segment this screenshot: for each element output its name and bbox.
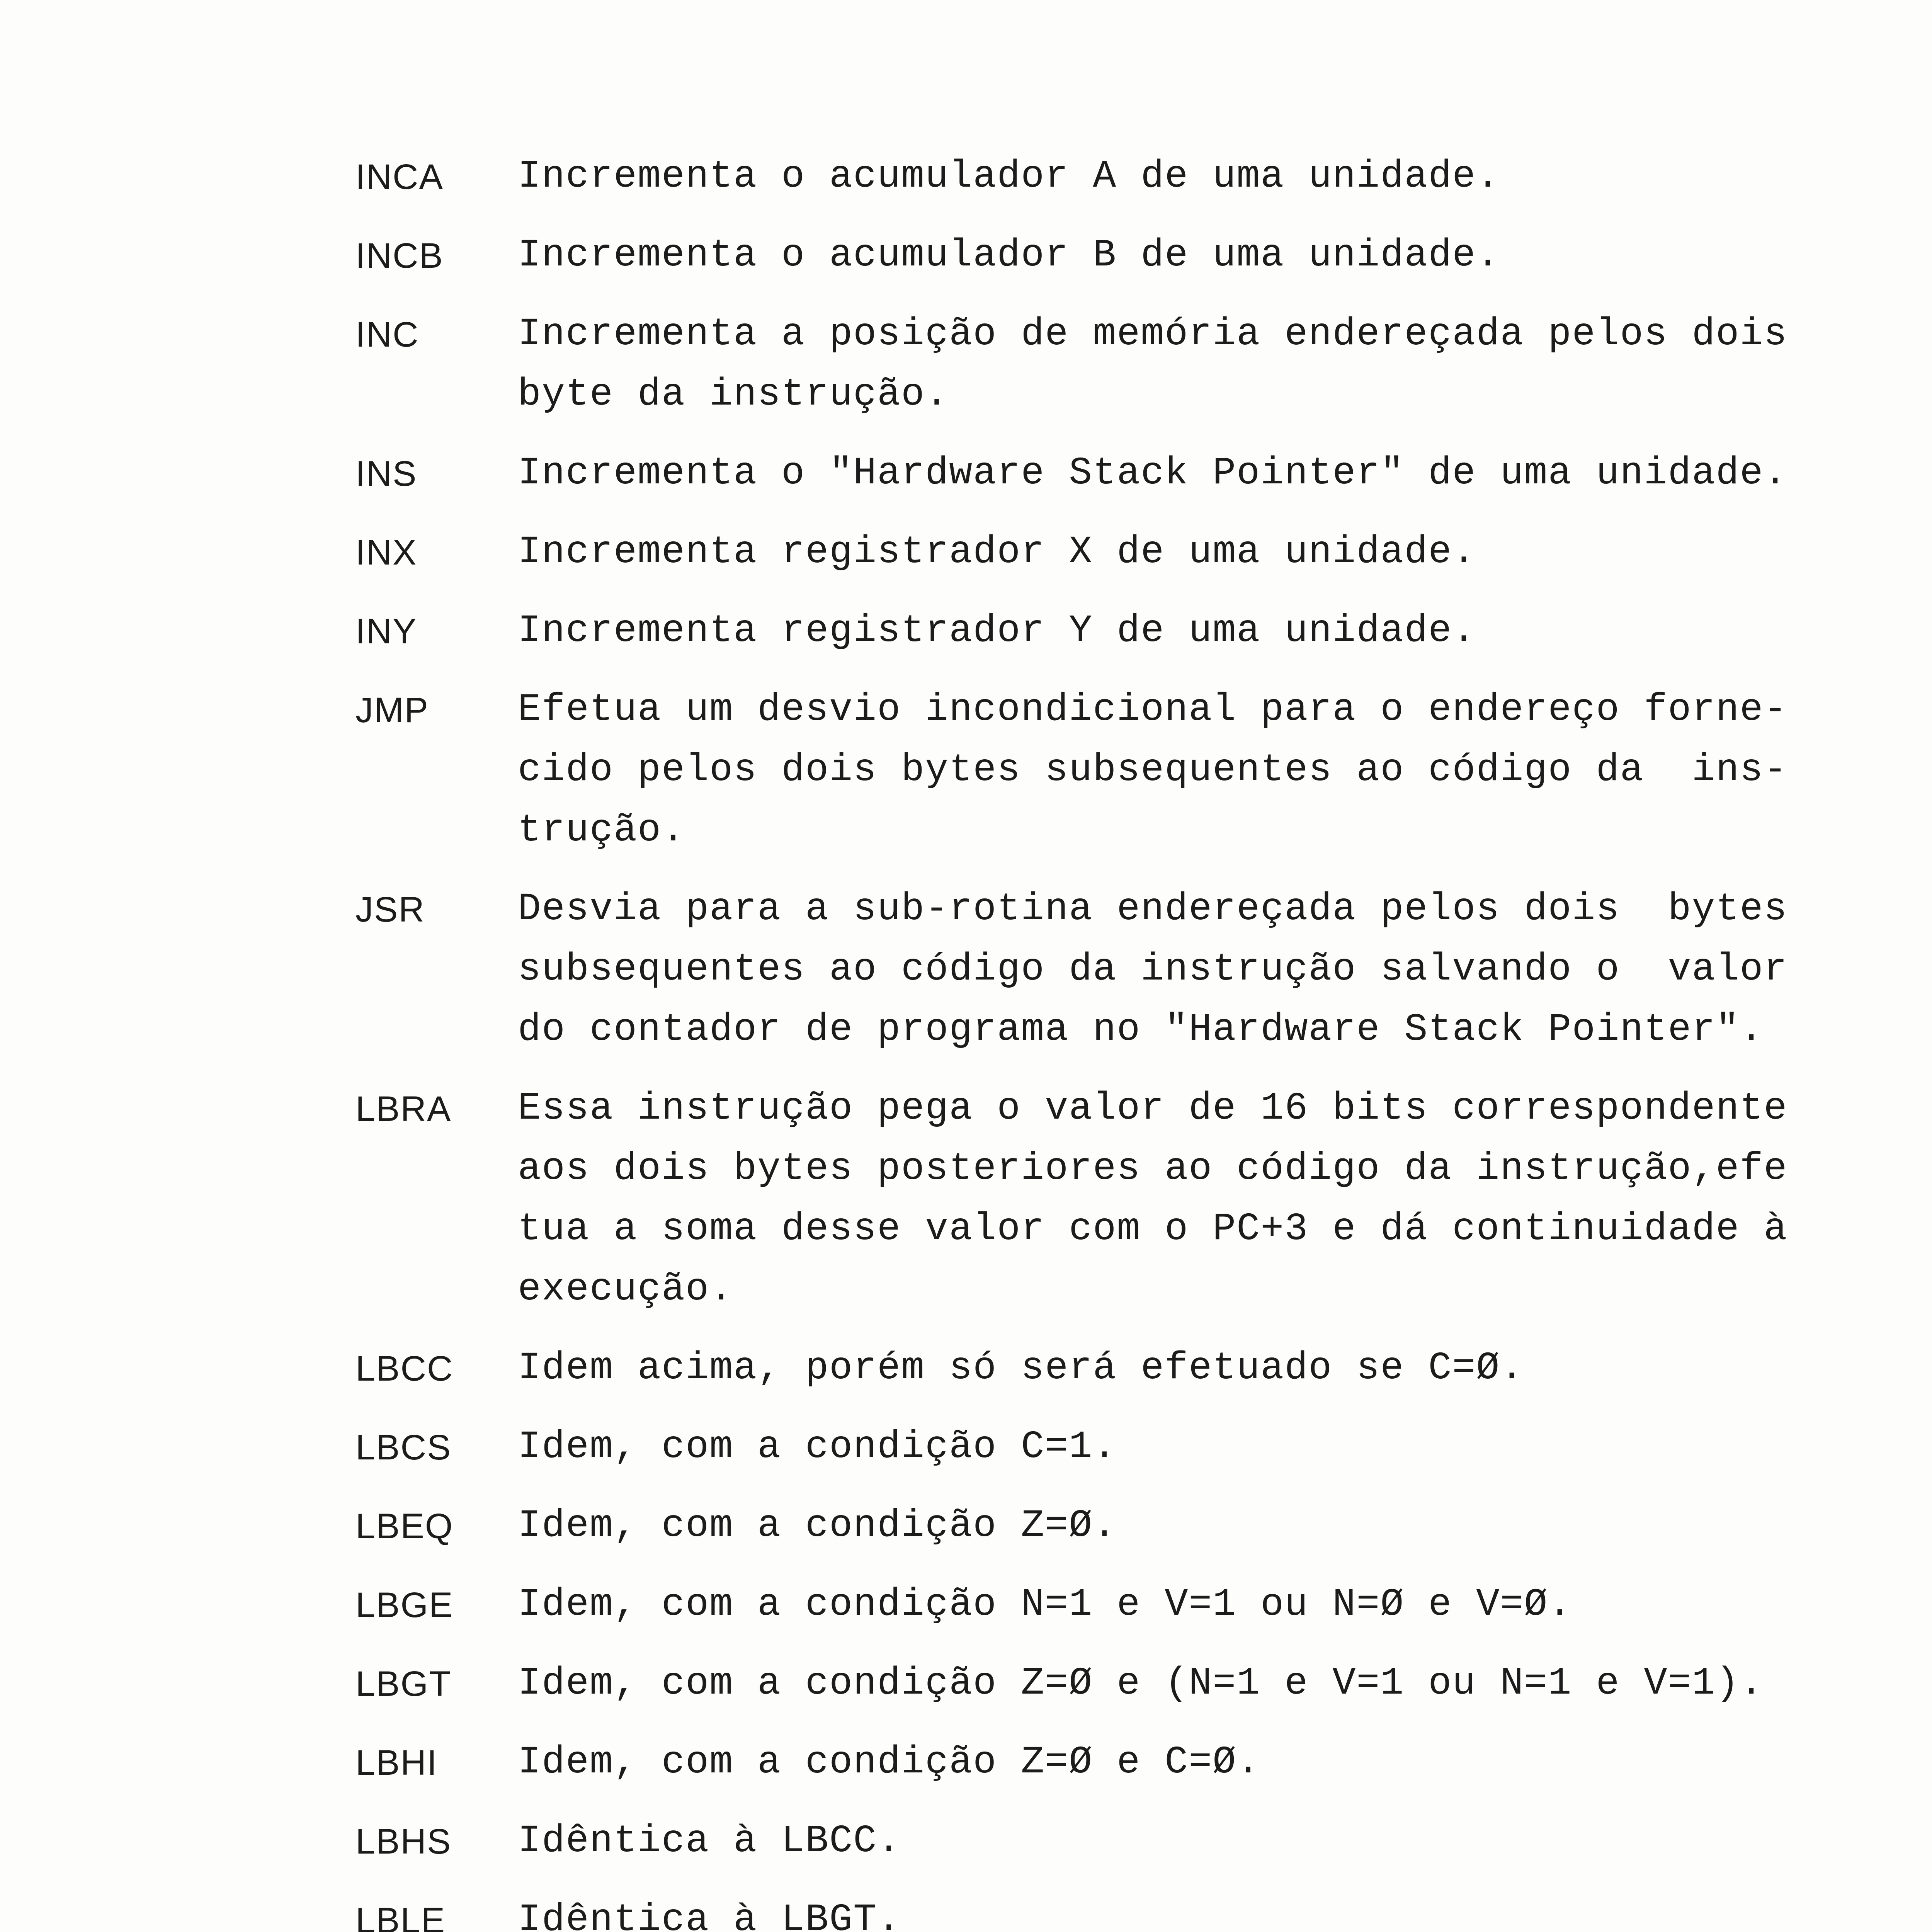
description-line: Incrementa o "Hardware Stack Pointer" de uma unidade. xyxy=(518,452,1788,495)
instruction-description xyxy=(518,1496,1808,1556)
description-line: subsequentes ao código da instrução salvando o valor xyxy=(518,948,1788,992)
description-line: byte da instrução. xyxy=(518,373,949,417)
description-line: Idem, com a condição Z=Ø e C=Ø. xyxy=(518,1741,1261,1784)
description-line: Idêntica à LBCC. xyxy=(518,1820,901,1863)
description-line: cido pelos dois bytes subsequentes ao código da ins- xyxy=(518,748,1788,792)
instruction-description xyxy=(518,1575,1808,1635)
instruction-description xyxy=(518,1890,1808,1932)
instruction-entry xyxy=(0,1417,1932,1478)
instruction-mnemonic: LBLE xyxy=(355,1901,446,1932)
description-line: Efetua um desvio incondicional para o endereço forne- xyxy=(518,688,1788,732)
instruction-entry xyxy=(0,1496,1932,1556)
instruction-entry xyxy=(0,601,1932,662)
instruction-mnemonic: JSR xyxy=(355,890,425,929)
description-line: Incrementa a posição de memória endereçada pelos dois xyxy=(518,313,1788,356)
instruction-description xyxy=(518,304,1808,425)
instruction-entry xyxy=(0,226,1932,286)
instruction-description xyxy=(518,879,1808,1060)
instruction-mnemonic: INS xyxy=(355,454,417,493)
instruction-mnemonic: LBHI xyxy=(355,1743,438,1782)
instruction-mnemonic: INCA xyxy=(355,157,444,197)
description-line: execução. xyxy=(518,1268,734,1311)
instruction-entry xyxy=(0,304,1932,425)
instruction-entry xyxy=(0,444,1932,504)
instruction-entry xyxy=(0,1733,1932,1793)
description-line: Incrementa o acumulador A de uma unidade. xyxy=(518,155,1500,199)
instruction-entry xyxy=(0,1079,1932,1320)
instruction-mnemonic: LBCC xyxy=(355,1349,454,1388)
description-line: Idem, com a condição Z=Ø e (N=1 e V=1 ou N=1 e V=1). xyxy=(518,1662,1764,1706)
instruction-mnemonic: LBHS xyxy=(355,1822,452,1861)
description-line: Idêntica à LBGT. xyxy=(518,1898,901,1932)
instruction-description xyxy=(518,226,1808,286)
instruction-mnemonic: LBCS xyxy=(355,1428,452,1467)
instruction-description xyxy=(518,444,1808,504)
description-line: Idem, com a condição N=1 e V=1 ou N=Ø e V=Ø. xyxy=(518,1583,1572,1627)
instruction-description xyxy=(518,1811,1808,1872)
description-line: Idem, com a condição C=1. xyxy=(518,1425,1117,1469)
instruction-mnemonic: LBEQ xyxy=(355,1507,454,1546)
instruction-entry xyxy=(0,1338,1932,1399)
instruction-entry xyxy=(0,1654,1932,1714)
description-line: Idem acima, porém só será efetuado se C=Ø. xyxy=(518,1347,1524,1390)
description-line: Desvia para a sub-rotina endereçada pelos dois bytes xyxy=(518,888,1788,931)
instruction-mnemonic: LBRA xyxy=(355,1089,452,1129)
instruction-mnemonic: INCB xyxy=(355,236,444,276)
instruction-entry xyxy=(0,1575,1932,1635)
description-line: Essa instrução pega o valor de 16 bits correspondente xyxy=(518,1087,1788,1131)
description-line: trução. xyxy=(518,809,686,852)
instruction-entry xyxy=(0,1890,1932,1932)
instruction-mnemonic: JMP xyxy=(355,690,429,730)
instruction-entry xyxy=(0,680,1932,861)
instruction-description xyxy=(518,1079,1808,1320)
description-line: do contador de programa no "Hardware Stack Pointer". xyxy=(518,1008,1764,1052)
description-line: Incrementa registrador X de uma unidade. xyxy=(518,531,1476,574)
instruction-mnemonic: LBGE xyxy=(355,1585,454,1625)
description-line: aos dois bytes posteriores ao código da instrução,efe xyxy=(518,1147,1788,1191)
instruction-entry xyxy=(0,879,1932,1060)
instruction-mnemonic: INX xyxy=(355,533,417,572)
description-line: Incrementa o acumulador B de uma unidade. xyxy=(518,234,1500,277)
instruction-entry xyxy=(0,147,1932,207)
instruction-description xyxy=(518,680,1808,861)
description-line: tua a soma desse valor com o PC+3 e dá continuidade à xyxy=(518,1208,1788,1251)
instruction-mnemonic: INY xyxy=(355,612,417,651)
instruction-entry xyxy=(0,1811,1932,1872)
instruction-mnemonic: LBGT xyxy=(355,1664,452,1704)
instruction-description xyxy=(518,1733,1808,1793)
instruction-mnemonic: INC xyxy=(355,315,419,354)
instruction-list xyxy=(0,147,1932,1932)
instruction-entry xyxy=(0,522,1932,583)
description-line: Idem, com a condição Z=Ø. xyxy=(518,1504,1117,1548)
instruction-description xyxy=(518,522,1808,583)
instruction-description xyxy=(518,147,1808,207)
instruction-description xyxy=(518,601,1808,662)
instruction-description xyxy=(518,1654,1808,1714)
description-line: Incrementa registrador Y de uma unidade. xyxy=(518,609,1476,653)
instruction-description xyxy=(518,1417,1808,1478)
instruction-description xyxy=(518,1338,1808,1399)
